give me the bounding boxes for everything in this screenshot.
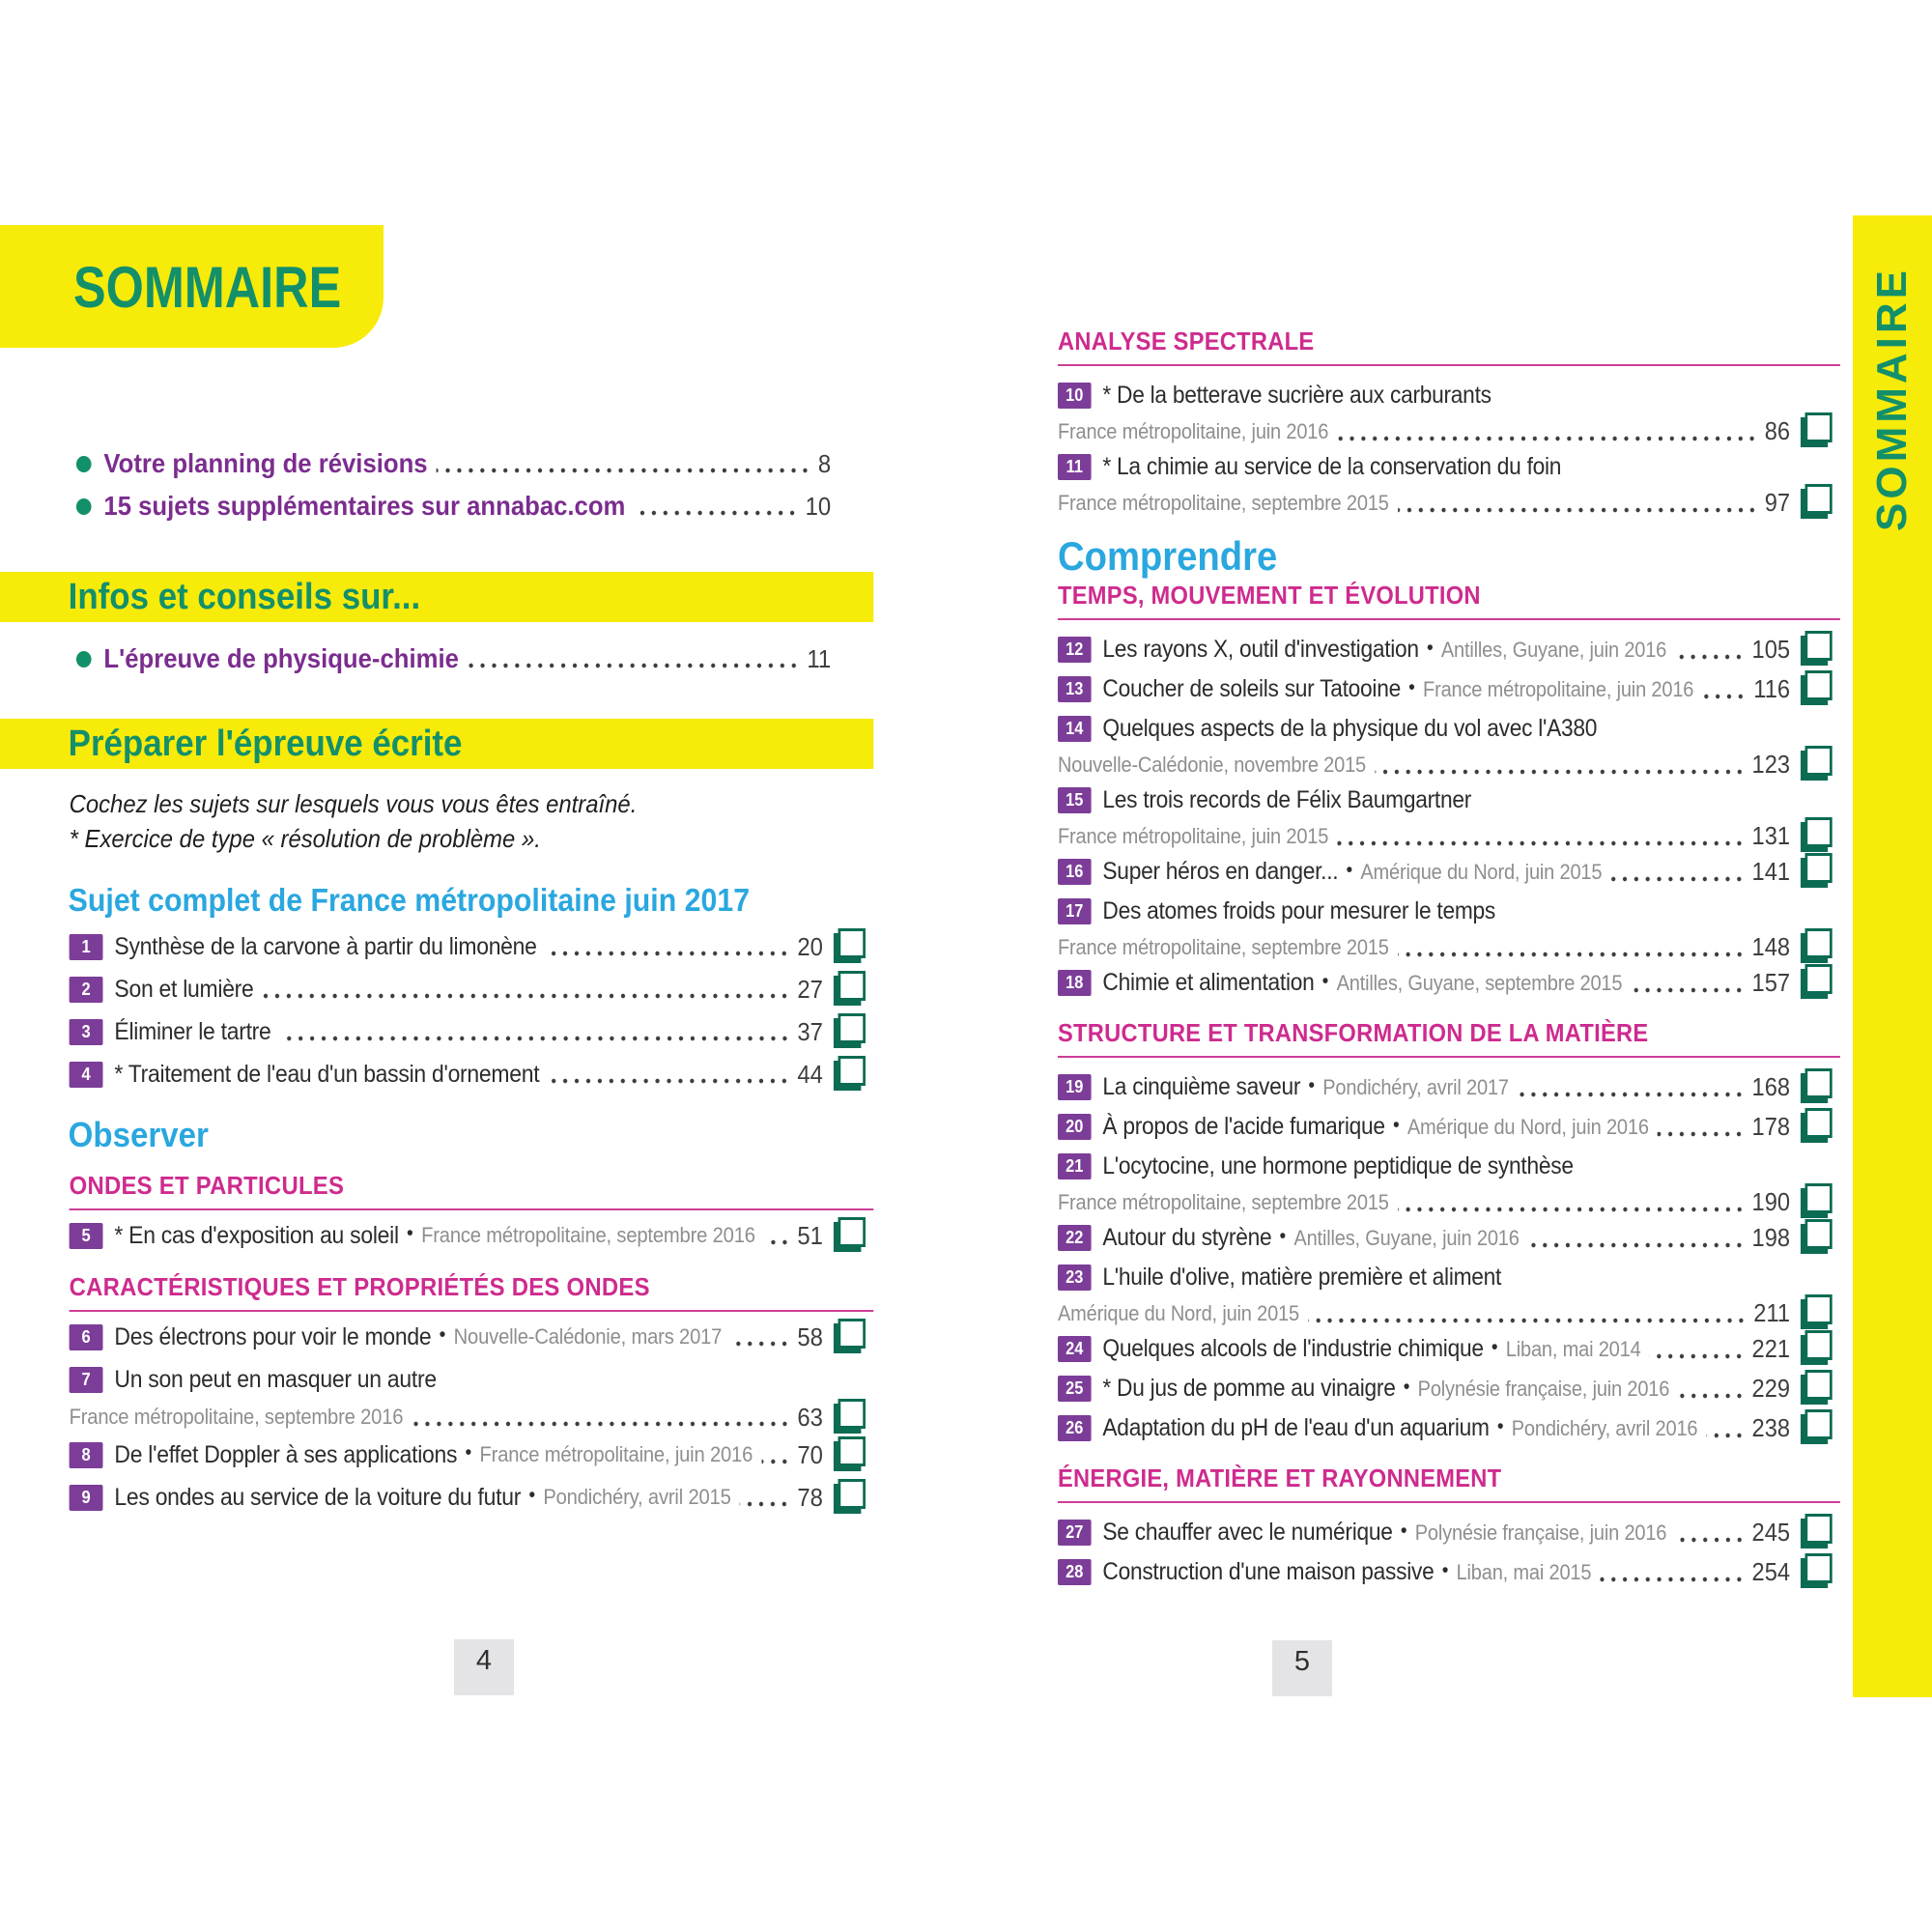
section-header bbox=[70, 1272, 874, 1312]
toc-item bbox=[1058, 376, 1840, 447]
checkbox-icon[interactable] bbox=[1805, 1409, 1833, 1439]
toc-item bbox=[0, 1214, 873, 1257]
toc-item-title-row bbox=[1058, 1552, 1840, 1592]
section-header bbox=[70, 1171, 874, 1210]
toc-item bbox=[1058, 1552, 1840, 1592]
toc-item-title-row bbox=[70, 1434, 874, 1476]
item-number-chip: 2 bbox=[70, 977, 103, 1003]
toc-item-title-row bbox=[1058, 1107, 1840, 1147]
separator-bullet-icon: • bbox=[1392, 1113, 1400, 1136]
bullet-icon bbox=[76, 651, 92, 668]
toc-item-title-row bbox=[70, 1358, 874, 1401]
checkbox-icon[interactable] bbox=[1805, 1330, 1833, 1360]
item-page-number: 51 bbox=[797, 1220, 823, 1250]
checkbox-icon[interactable] bbox=[1805, 1108, 1833, 1138]
item-source: Pondichéry, avril 2015 bbox=[543, 1485, 731, 1509]
item-source: France métropolitaine, septembre 2016 bbox=[421, 1223, 755, 1247]
item-title: * Traitement de l'eau d'un bassin d'ornement bbox=[114, 1060, 540, 1088]
banner-preparer-epreuve bbox=[0, 719, 873, 769]
dot-leader bbox=[549, 1078, 790, 1084]
toc-item bbox=[1058, 630, 1840, 669]
left-sections bbox=[0, 1171, 873, 1519]
intro-link-label: 15 sujets supplémentaires sur annabac.com bbox=[103, 491, 626, 521]
toc-item-title-row bbox=[70, 1010, 874, 1053]
toc-item-title-row bbox=[1058, 1218, 1840, 1258]
toc-item bbox=[1058, 852, 1840, 892]
item-number-chip: 18 bbox=[1058, 970, 1092, 996]
item-page-number: 44 bbox=[797, 1059, 823, 1089]
item-title: Construction d'une maison passive bbox=[1102, 1558, 1435, 1585]
item-page-number: 157 bbox=[1751, 968, 1791, 997]
item-number-chip: 4 bbox=[70, 1062, 103, 1088]
item-title: Autour du styrène bbox=[1102, 1224, 1272, 1251]
toc-item bbox=[0, 968, 873, 1010]
right-page-number-value: 5 bbox=[1293, 1646, 1311, 1677]
left-page-number bbox=[454, 1639, 514, 1695]
item-title: Chimie et alimentation bbox=[1102, 969, 1315, 996]
page-title-box bbox=[0, 225, 384, 348]
dot-leader bbox=[412, 1421, 790, 1427]
item-title: La cinquième saveur bbox=[1102, 1073, 1301, 1100]
item-source: France métropolitaine, septembre 2016 bbox=[69, 1405, 404, 1429]
checkbox-icon[interactable] bbox=[1805, 1068, 1833, 1098]
item-number-chip: 17 bbox=[1058, 898, 1092, 924]
section-header-label: TEMPS, MOUVEMENT ET ÉVOLUTION bbox=[1058, 581, 1481, 610]
intro-link-row bbox=[76, 442, 831, 485]
dot-leader bbox=[1308, 1318, 1747, 1323]
toc-item-title-row bbox=[70, 968, 874, 1010]
checkbox-icon[interactable] bbox=[838, 1479, 866, 1509]
dot-leader bbox=[1600, 1577, 1745, 1582]
item-title: Des atomes froids pour mesurer le temps bbox=[1102, 897, 1496, 924]
toc-item bbox=[1058, 1067, 1840, 1107]
item-title: * En cas d'exposition au soleil bbox=[114, 1221, 399, 1249]
intro-link-label: L'épreuve de physique-chimie bbox=[103, 643, 459, 673]
heading-comprendre: Comprendre bbox=[1058, 533, 1278, 579]
dot-leader bbox=[1398, 1207, 1745, 1212]
item-number-chip: 28 bbox=[1058, 1559, 1092, 1585]
item-title: Les rayons X, outil d'investigation bbox=[1102, 636, 1419, 663]
item-title: * La chimie au service de la conservation du foin bbox=[1102, 453, 1562, 480]
toc-item bbox=[1058, 1218, 1840, 1258]
item-title: L'huile d'olive, matière première et aliment bbox=[1102, 1264, 1502, 1291]
dot-leader bbox=[1678, 1393, 1745, 1399]
checkbox-icon[interactable] bbox=[1805, 746, 1833, 776]
separator-bullet-icon: • bbox=[1308, 1073, 1316, 1096]
toc-item bbox=[1058, 1408, 1840, 1448]
item-page-number: 27 bbox=[797, 974, 823, 1004]
intro-link-row bbox=[76, 638, 831, 680]
item-number-chip: 25 bbox=[1058, 1376, 1092, 1402]
separator-bullet-icon: • bbox=[1496, 1414, 1504, 1437]
checkbox-icon[interactable] bbox=[838, 1436, 866, 1466]
item-number-chip: 8 bbox=[70, 1442, 103, 1468]
left-page-number-value: 4 bbox=[475, 1645, 493, 1676]
toc-item bbox=[1058, 1513, 1840, 1552]
toc-item-title-row bbox=[1058, 669, 1840, 709]
section-header bbox=[1058, 581, 1840, 620]
toc-item bbox=[0, 1434, 873, 1476]
item-page-number: 190 bbox=[1751, 1187, 1791, 1216]
dot-leader bbox=[1706, 1433, 1745, 1438]
toc-item bbox=[0, 1010, 873, 1053]
item-page-number: 178 bbox=[1751, 1112, 1791, 1141]
checkbox-icon[interactable] bbox=[1805, 853, 1833, 883]
item-number-chip: 22 bbox=[1058, 1225, 1092, 1251]
toc-item-source-row bbox=[1058, 487, 1840, 519]
checkbox-icon[interactable] bbox=[1805, 928, 1833, 958]
item-title: Adaptation du pH de l'eau d'un aquarium bbox=[1102, 1414, 1490, 1441]
sommaire-edge-tab-label: SOMMAIRE bbox=[1868, 267, 1916, 531]
item-page-number: 245 bbox=[1751, 1518, 1791, 1547]
item-number-chip: 14 bbox=[1058, 716, 1092, 742]
checkbox-icon[interactable] bbox=[838, 1217, 866, 1247]
section-header-label: ÉNERGIE, MATIÈRE ET RAYONNEMENT bbox=[1058, 1463, 1502, 1492]
toc-item-source-row bbox=[1058, 749, 1840, 781]
toc-item bbox=[1058, 709, 1840, 781]
item-page-number: 20 bbox=[797, 931, 823, 961]
checkbox-icon[interactable] bbox=[838, 971, 866, 1001]
separator-bullet-icon: • bbox=[1346, 858, 1353, 881]
section-header-label: ANALYSE SPECTRALE bbox=[1058, 327, 1315, 355]
item-number-chip: 15 bbox=[1058, 787, 1092, 813]
checkbox-icon[interactable] bbox=[838, 1319, 866, 1349]
item-number-chip: 1 bbox=[70, 934, 103, 960]
sujet-complet-items bbox=[0, 925, 873, 1095]
item-title: De l'effet Doppler à ses applications bbox=[114, 1440, 458, 1468]
separator-bullet-icon: • bbox=[407, 1222, 413, 1244]
toc-item-title-row bbox=[1058, 1408, 1840, 1448]
dot-leader bbox=[635, 510, 799, 516]
dot-leader bbox=[1702, 694, 1747, 699]
section-header-label: CARACTÉRISTIQUES ET PROPRIÉTÉS DES ONDES bbox=[69, 1272, 650, 1301]
item-number-chip: 5 bbox=[70, 1223, 103, 1249]
item-source: France métropolitaine, juin 2015 bbox=[1058, 823, 1329, 848]
sommaire-edge-tab-inner bbox=[1853, 244, 1932, 554]
item-page-number: 221 bbox=[1751, 1334, 1791, 1363]
item-source: Liban, mai 2014 bbox=[1505, 1336, 1641, 1361]
toc-item-title-row bbox=[70, 1053, 874, 1095]
item-title: Les trois records de Félix Baumgartner bbox=[1102, 786, 1472, 813]
section-header bbox=[1058, 1463, 1840, 1503]
checkbox-icon[interactable] bbox=[1805, 1553, 1833, 1583]
dot-leader bbox=[1518, 1092, 1745, 1097]
dot-leader bbox=[764, 1239, 790, 1245]
checkbox-icon[interactable] bbox=[1805, 631, 1833, 661]
item-page-number: 105 bbox=[1751, 635, 1791, 664]
toc-item bbox=[0, 1316, 873, 1358]
toc-item bbox=[1058, 1329, 1840, 1369]
item-title: L'ocytocine, une hormone peptidique de synthèse bbox=[1102, 1152, 1574, 1179]
toc-item bbox=[1058, 1369, 1840, 1408]
dot-leader bbox=[280, 1036, 790, 1041]
item-source: France métropolitaine, septembre 2015 bbox=[1058, 934, 1389, 959]
instructions-note bbox=[70, 786, 874, 856]
item-source: France métropolitaine, juin 2016 bbox=[1423, 676, 1694, 701]
item-page-number: 78 bbox=[797, 1482, 823, 1512]
toc-item-title-row bbox=[70, 1316, 874, 1358]
separator-bullet-icon: • bbox=[1441, 1558, 1449, 1581]
banner-infos-label: Infos et conseils sur... bbox=[68, 576, 421, 617]
dot-leader bbox=[1675, 1537, 1745, 1543]
dot-leader bbox=[437, 468, 811, 473]
item-page-number: 37 bbox=[797, 1016, 823, 1046]
item-page-number: 168 bbox=[1751, 1072, 1791, 1101]
item-page-number: 70 bbox=[797, 1439, 823, 1469]
dot-leader bbox=[1375, 769, 1745, 775]
item-source: Antilles, Guyane, septembre 2015 bbox=[1336, 970, 1623, 995]
item-page-number: 123 bbox=[1751, 750, 1791, 779]
toc-item-title-row bbox=[1058, 1258, 1840, 1297]
item-page-number: 141 bbox=[1751, 857, 1791, 886]
intro-link-page: 8 bbox=[817, 448, 832, 478]
item-source: Nouvelle-Calédonie, novembre 2015 bbox=[1058, 752, 1366, 777]
checkbox-icon[interactable] bbox=[1805, 670, 1833, 700]
toc-item-title-row bbox=[70, 1476, 874, 1519]
item-source: Polynésie française, juin 2016 bbox=[1417, 1376, 1670, 1401]
dot-leader bbox=[1337, 436, 1757, 441]
toc-item bbox=[1058, 781, 1840, 852]
checkbox-icon[interactable] bbox=[1805, 964, 1833, 994]
heading-sujet-complet: Sujet complet de France métropolitaine juin 2017 bbox=[68, 882, 751, 918]
item-title: Quelques aspects de la physique du vol avec l'A380 bbox=[1102, 715, 1598, 742]
checkbox-icon[interactable] bbox=[838, 1013, 866, 1043]
left-page bbox=[0, 442, 873, 1519]
item-number-chip: 13 bbox=[1058, 676, 1092, 702]
checkbox-icon[interactable] bbox=[838, 1056, 866, 1086]
item-source: France métropolitaine, septembre 2015 bbox=[1058, 1189, 1389, 1214]
toc-item-title-row bbox=[1058, 1513, 1840, 1552]
toc-item bbox=[1058, 1107, 1840, 1147]
section-header-label: STRUCTURE ET TRANSFORMATION DE LA MATIÈRE bbox=[1058, 1018, 1649, 1047]
checkbox-icon[interactable] bbox=[1805, 1219, 1833, 1249]
toc-item-title-row bbox=[1058, 781, 1840, 820]
checkbox-icon[interactable] bbox=[1805, 817, 1833, 847]
item-page-number: 58 bbox=[797, 1321, 823, 1351]
item-number-chip: 6 bbox=[70, 1324, 103, 1350]
dot-leader bbox=[1610, 876, 1745, 882]
item-source: France métropolitaine, juin 2016 bbox=[1058, 418, 1329, 443]
toc-item bbox=[0, 1476, 873, 1519]
separator-bullet-icon: • bbox=[1321, 969, 1329, 992]
item-source: Pondichéry, avril 2016 bbox=[1511, 1415, 1698, 1440]
intro-link-label: Votre planning de révisions bbox=[103, 448, 428, 478]
item-page-number: 198 bbox=[1751, 1223, 1791, 1252]
item-number-chip: 21 bbox=[1058, 1153, 1092, 1179]
checkbox-icon[interactable] bbox=[838, 1399, 866, 1429]
separator-bullet-icon: • bbox=[1491, 1335, 1498, 1358]
item-source: Amérique du Nord, juin 2016 bbox=[1406, 1114, 1649, 1139]
toc-item bbox=[0, 925, 873, 968]
right-top-sections bbox=[1058, 327, 1840, 519]
dot-leader bbox=[546, 951, 790, 956]
toc-item-title-row bbox=[1058, 630, 1840, 669]
toc-item-title-row bbox=[1058, 1067, 1840, 1107]
item-page-number: 116 bbox=[1753, 674, 1791, 703]
toc-item-title-row bbox=[1058, 852, 1840, 892]
toc-item-title-row bbox=[1058, 892, 1840, 931]
toc-item-source-row bbox=[1058, 415, 1840, 447]
toc-item-title-row bbox=[1058, 1369, 1840, 1408]
item-number-chip: 19 bbox=[1058, 1074, 1092, 1100]
toc-item bbox=[1058, 963, 1840, 1003]
item-title: Un son peut en masquer un autre bbox=[114, 1365, 437, 1393]
item-page-number: 86 bbox=[1764, 416, 1791, 445]
item-page-number: 254 bbox=[1751, 1557, 1791, 1586]
toc-item-title-row bbox=[70, 925, 874, 968]
separator-bullet-icon: • bbox=[1408, 675, 1415, 698]
toc-item bbox=[0, 1358, 873, 1434]
toc-item-title-row bbox=[1058, 447, 1840, 487]
item-page-number: 229 bbox=[1751, 1374, 1791, 1403]
toc-item bbox=[1058, 1258, 1840, 1329]
dot-leader bbox=[761, 1459, 790, 1464]
section-header-label: ONDES ET PARTICULES bbox=[69, 1171, 345, 1200]
checkbox-icon[interactable] bbox=[1805, 1294, 1833, 1324]
right-page-number bbox=[1272, 1640, 1332, 1696]
item-source: France métropolitaine, septembre 2015 bbox=[1058, 490, 1389, 515]
right-page bbox=[1058, 327, 1840, 1592]
item-number-chip: 3 bbox=[70, 1019, 103, 1045]
item-source: Antilles, Guyane, juin 2016 bbox=[1293, 1225, 1520, 1250]
dot-leader bbox=[1631, 987, 1745, 993]
banner-preparer-label: Préparer l'épreuve écrite bbox=[68, 723, 463, 764]
item-title: À propos de l'acide fumarique bbox=[1102, 1113, 1385, 1140]
dot-leader bbox=[1658, 1131, 1745, 1137]
dot-leader bbox=[468, 663, 800, 668]
item-page-number: 131 bbox=[1751, 821, 1791, 850]
item-page-number: 211 bbox=[1753, 1298, 1791, 1327]
item-number-chip: 27 bbox=[1058, 1520, 1092, 1546]
toc-item bbox=[1058, 447, 1840, 519]
item-number-chip: 24 bbox=[1058, 1336, 1092, 1362]
dot-leader bbox=[1398, 952, 1745, 957]
banner-infos-et-conseils bbox=[0, 572, 873, 622]
item-title: Se chauffer avec le numérique bbox=[1102, 1519, 1393, 1546]
intro-link-page: 10 bbox=[805, 491, 832, 521]
item-title: Synthèse de la carvone à partir du limonène bbox=[114, 932, 537, 960]
section-header bbox=[1058, 1018, 1840, 1058]
note-line-1: Cochez les sujets sur lesquels vous vous êtes entraîné. bbox=[69, 789, 638, 818]
separator-bullet-icon: • bbox=[465, 1441, 472, 1463]
section-header bbox=[1058, 327, 1840, 366]
dot-leader bbox=[1675, 654, 1745, 660]
item-page-number: 63 bbox=[797, 1402, 823, 1432]
item-title: Des électrons pour voir le monde bbox=[114, 1322, 432, 1350]
toc-item-title-row bbox=[1058, 709, 1840, 749]
checkbox-icon[interactable] bbox=[1805, 484, 1833, 514]
item-source: France métropolitaine, juin 2016 bbox=[479, 1442, 753, 1466]
item-number-chip: 11 bbox=[1058, 454, 1092, 480]
intro-link-page: 11 bbox=[807, 643, 832, 673]
toc-item-title-row bbox=[70, 1214, 874, 1257]
item-source: Amérique du Nord, juin 2015 bbox=[1058, 1300, 1299, 1325]
dot-leader bbox=[1398, 507, 1758, 513]
item-title: * Du jus de pomme au vinaigre bbox=[1102, 1375, 1396, 1402]
bullet-icon bbox=[76, 498, 92, 515]
checkbox-icon[interactable] bbox=[1805, 1370, 1833, 1400]
toc-item-title-row bbox=[1058, 963, 1840, 1003]
toc-item-source-row bbox=[1058, 820, 1840, 852]
item-title: Quelques alcools de l'industrie chimique bbox=[1102, 1335, 1484, 1362]
toc-item-title-row bbox=[1058, 376, 1840, 415]
item-number-chip: 23 bbox=[1058, 1264, 1092, 1291]
toc-item-source-row bbox=[1058, 1186, 1840, 1218]
heading-observer: Observer bbox=[68, 1115, 209, 1154]
item-number-chip: 9 bbox=[70, 1485, 103, 1511]
dot-leader bbox=[1650, 1353, 1746, 1359]
item-title: Les ondes au service de la voiture du futur bbox=[114, 1483, 522, 1511]
checkbox-icon[interactable] bbox=[1805, 412, 1833, 442]
toc-item bbox=[1058, 669, 1840, 709]
item-source: Pondichéry, avril 2017 bbox=[1322, 1074, 1509, 1099]
item-source: Liban, mai 2015 bbox=[1456, 1559, 1592, 1584]
bullet-icon bbox=[76, 456, 92, 472]
item-page-number: 148 bbox=[1751, 932, 1791, 961]
item-page-number: 97 bbox=[1764, 488, 1791, 517]
dot-leader bbox=[730, 1341, 790, 1347]
separator-bullet-icon: • bbox=[439, 1323, 446, 1346]
item-page-number: 238 bbox=[1751, 1413, 1791, 1442]
toc-item-source-row bbox=[1058, 931, 1840, 963]
toc-item-source-row bbox=[70, 1401, 874, 1434]
separator-bullet-icon: • bbox=[1400, 1519, 1407, 1542]
item-title: Éliminer le tartre bbox=[114, 1017, 271, 1045]
toc-item-title-row bbox=[1058, 1147, 1840, 1186]
note-line-2: * Exercice de type « résolution de problème ». bbox=[69, 824, 541, 853]
sommaire-edge-tab bbox=[1853, 215, 1932, 1697]
item-number-chip: 12 bbox=[1058, 637, 1092, 663]
separator-bullet-icon: • bbox=[528, 1484, 536, 1506]
item-number-chip: 20 bbox=[1058, 1114, 1092, 1140]
separator-bullet-icon: • bbox=[1426, 636, 1434, 659]
item-title: Son et lumière bbox=[114, 975, 254, 1003]
toc-item bbox=[1058, 1147, 1840, 1218]
separator-bullet-icon: • bbox=[1403, 1375, 1410, 1398]
item-number-chip: 16 bbox=[1058, 859, 1092, 885]
item-title: Super héros en danger... bbox=[1102, 858, 1339, 885]
dot-leader bbox=[1337, 840, 1745, 846]
separator-bullet-icon: • bbox=[1279, 1224, 1287, 1247]
item-source: Antilles, Guyane, juin 2016 bbox=[1440, 637, 1667, 662]
item-number-chip: 7 bbox=[70, 1367, 103, 1393]
dot-leader bbox=[1528, 1242, 1745, 1248]
item-number-chip: 26 bbox=[1058, 1415, 1092, 1441]
toc-item bbox=[0, 1053, 873, 1095]
right-sections bbox=[1058, 581, 1840, 1592]
item-source: Amérique du Nord, juin 2015 bbox=[1360, 859, 1603, 884]
checkbox-icon[interactable] bbox=[1805, 1183, 1833, 1213]
toc-item bbox=[1058, 892, 1840, 963]
dot-leader bbox=[263, 993, 790, 999]
item-source: Nouvelle-Calédonie, mars 2017 bbox=[453, 1324, 723, 1349]
toc-item-source-row bbox=[1058, 1297, 1840, 1329]
dot-leader bbox=[740, 1501, 790, 1507]
page-title: SOMMAIRE bbox=[73, 255, 342, 320]
item-title: Coucher de soleils sur Tatooine bbox=[1102, 675, 1401, 702]
item-number-chip: 10 bbox=[1058, 383, 1092, 409]
item-source: Polynésie française, juin 2016 bbox=[1414, 1520, 1667, 1545]
checkbox-icon[interactable] bbox=[1805, 1514, 1833, 1544]
item-title: * De la betterave sucrière aux carburants bbox=[1102, 382, 1492, 409]
toc-item-title-row bbox=[1058, 1329, 1840, 1369]
checkbox-icon[interactable] bbox=[838, 928, 866, 958]
intro-link-row bbox=[76, 485, 831, 527]
